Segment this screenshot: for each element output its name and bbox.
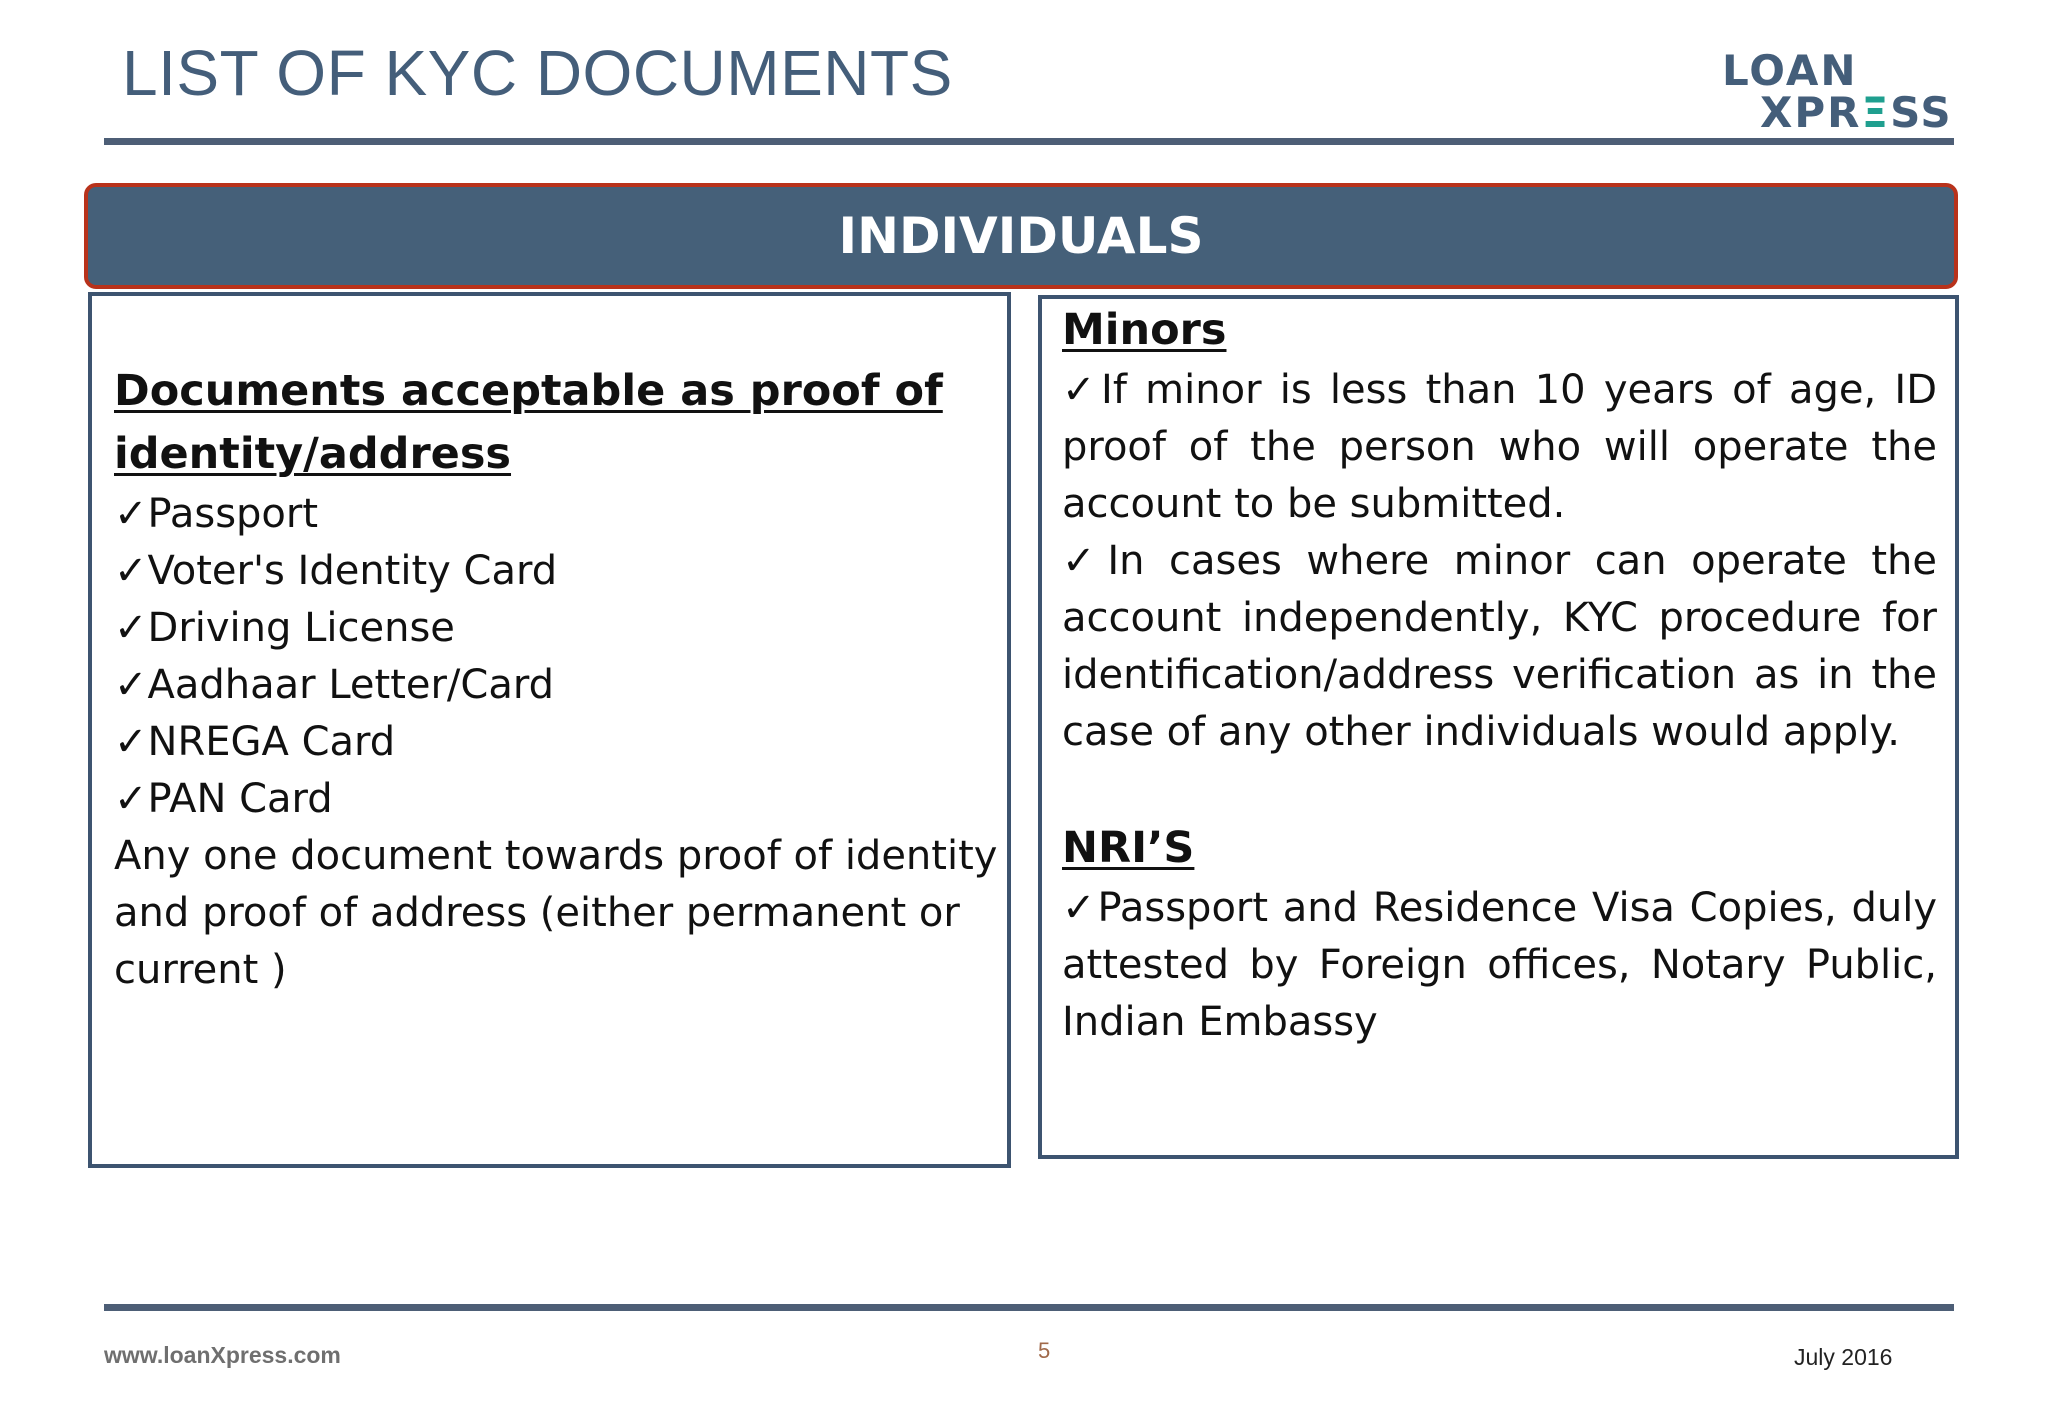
checkmark-icon: ✓ [114, 662, 148, 708]
identity-heading-line-2: identity/address [114, 429, 512, 479]
point-text: Passport and Residence Visa Copies, duly attested by Foreign offices, Notary Public, Indian Embassy [1062, 885, 1937, 1045]
page-number: 5 [1038, 1338, 1051, 1363]
document-item [114, 600, 985, 657]
header-divider [104, 138, 1954, 145]
footer-website: www.loanXpress.com [104, 1342, 341, 1368]
minors-nri-box [1038, 295, 1959, 1159]
loanxpress-logo [1722, 46, 1953, 137]
checkmark-icon: ✓ [114, 548, 148, 594]
footer-date: July 2016 [1794, 1344, 1893, 1370]
checkmark-icon: ✓ [1062, 538, 1108, 584]
document-item [114, 771, 985, 828]
identity-heading-line-1: Documents acceptable as proof of [114, 366, 943, 416]
minors-point-item [1062, 533, 1937, 761]
section-gap [1062, 761, 1937, 817]
checkmark-icon: ✓ [114, 605, 148, 651]
section-banner [84, 183, 1958, 289]
document-item-label: Driving License [147, 605, 455, 651]
document-item [114, 657, 985, 714]
checkmark-icon: ✓ [114, 491, 148, 537]
document-item-label: NREGA Card [147, 719, 396, 765]
checkmark-icon: ✓ [1062, 367, 1102, 413]
checkmark-icon: ✓ [114, 776, 148, 822]
document-item-label: Voter's Identity Card [147, 548, 558, 594]
note-line: Any one document towards proof of identity [114, 833, 998, 879]
document-item-label: PAN Card [147, 776, 333, 822]
logo-part-a: XPR [1760, 88, 1862, 137]
nris-points [1062, 880, 1937, 1051]
logo-line-2 [1760, 88, 1953, 137]
minors-point-item [1062, 362, 1937, 533]
checkmark-icon: ✓ [114, 719, 148, 765]
minors-heading: Minors [1062, 305, 1227, 355]
document-item-label: Aadhaar Letter/Card [147, 662, 554, 708]
logo-line-1: LOAN [1722, 46, 1858, 95]
document-note [114, 828, 998, 999]
logo-part-b: Ξ [1861, 88, 1891, 137]
point-text: In cases where minor can operate the account independently, KYC procedure for identification/address verification as in the case of any other individuals would apply. [1062, 538, 1938, 755]
note-line: current ) [114, 947, 287, 993]
note-line: and proof of address (either permanent or [114, 890, 960, 936]
identity-documents-box [88, 292, 1011, 1168]
nris-heading: NRI’S [1062, 823, 1195, 873]
document-item [114, 486, 985, 543]
point-text: If minor is less than 10 years of age, ID proof of the person who will operate the account to be submitted. [1062, 367, 1937, 527]
logo-part-c: SS [1890, 88, 1953, 137]
page-title: LIST OF KYC DOCUMENTS [122, 37, 953, 109]
footer-divider [104, 1304, 1954, 1311]
document-item [114, 543, 985, 600]
banner-label: INDIVIDUALS [838, 207, 1204, 265]
checkmark-icon: ✓ [1062, 885, 1098, 931]
document-item-label: Passport [147, 491, 319, 537]
document-item [114, 714, 985, 771]
document-list [114, 486, 985, 828]
nris-point-item [1062, 880, 1937, 1051]
minors-points [1062, 362, 1937, 761]
